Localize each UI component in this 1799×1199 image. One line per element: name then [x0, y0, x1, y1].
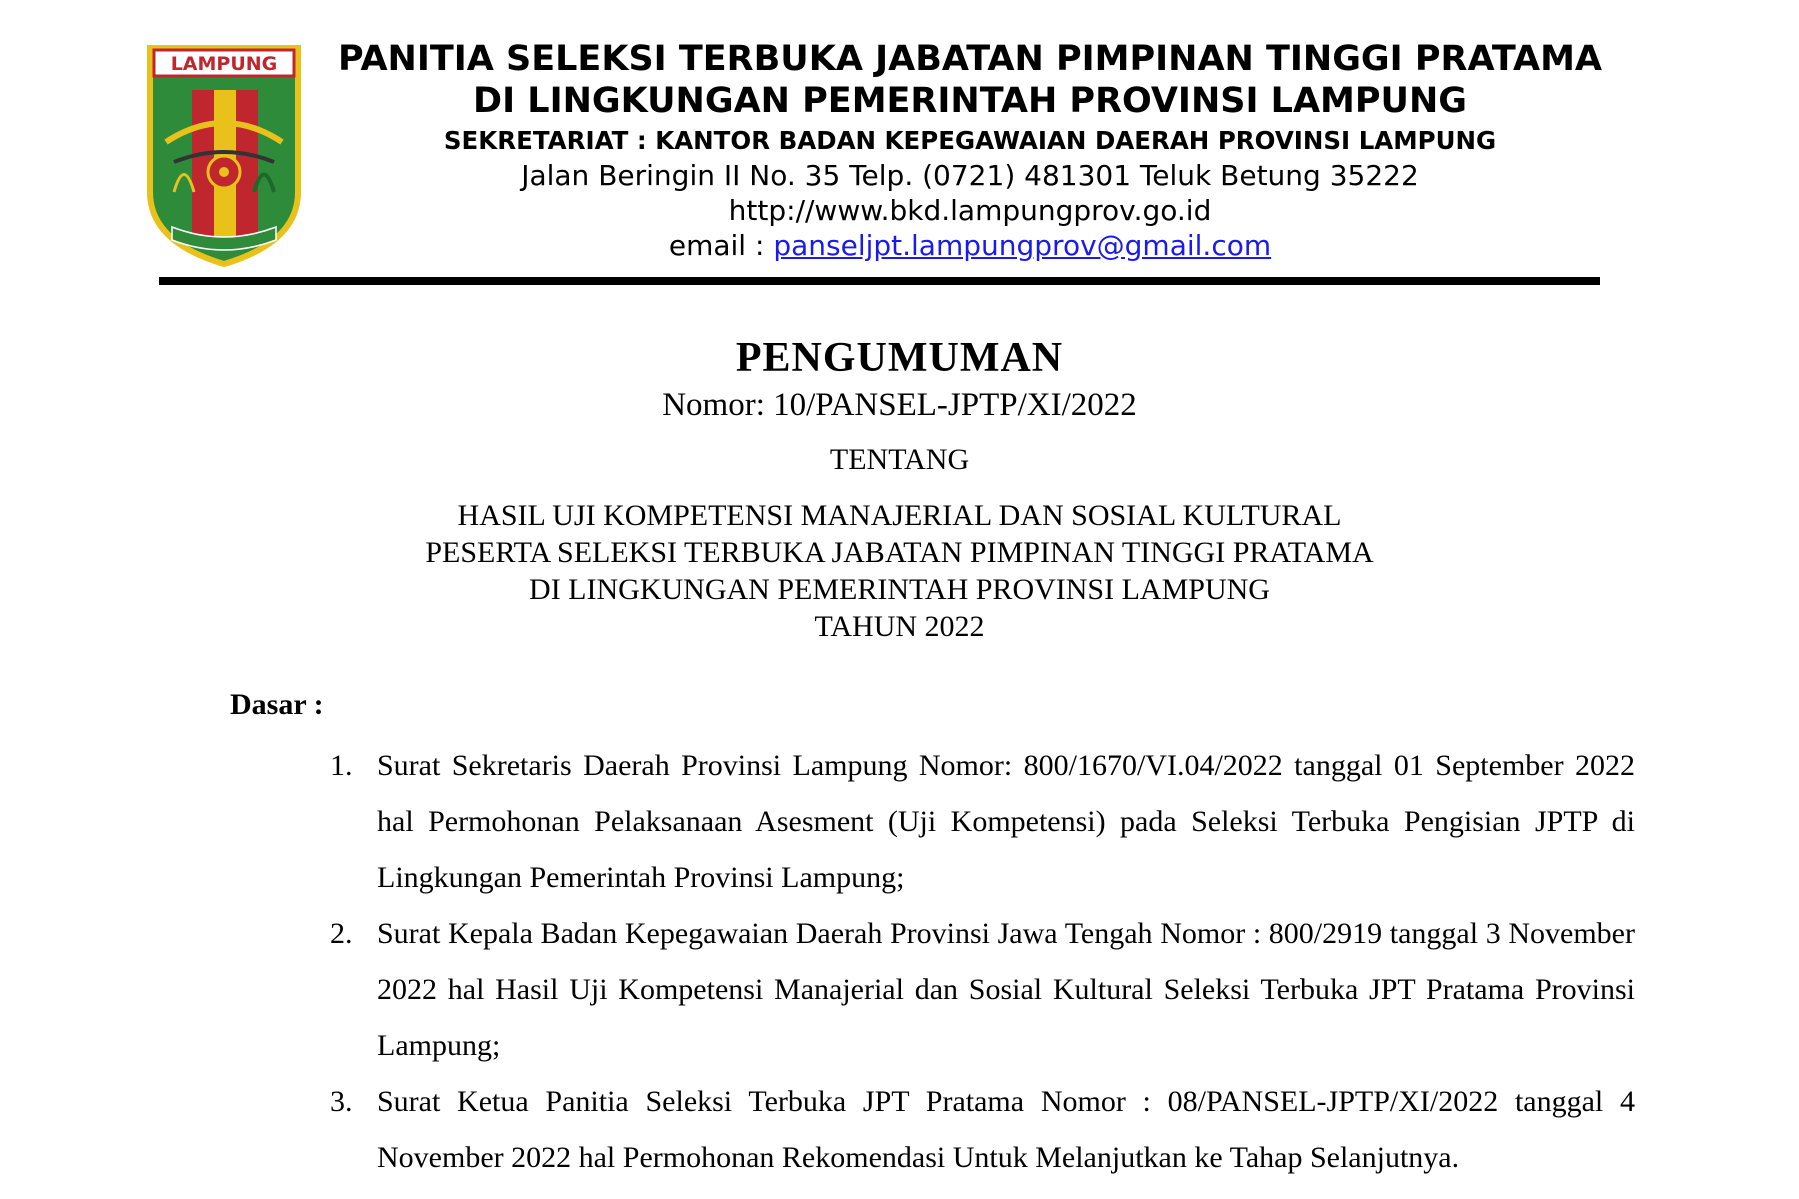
- list-item: [330, 1074, 1635, 1186]
- letterhead-line-1: PANITIA SELEKSI TERBUKA JABATAN PIMPINAN TINGGI PRATAMA: [338, 39, 1602, 79]
- list-item-number: 1.: [330, 749, 353, 782]
- subject-line: DI LINGKUNGAN PEMERINTAH PROVINSI LAMPUNG: [529, 573, 1270, 606]
- basis-heading: Dasar :: [230, 688, 324, 721]
- list-item-text: Surat Ketua Panitia Seleksi Terbuka JPT Pratama Nomor : 08/PANSEL-JPTP/XI/2022 tanggal 4 November 2022 hal Permohonan Rekomendasi Untuk Melanjutkan ke Tahap Selanjutnya.: [377, 1085, 1635, 1174]
- letterhead-website: http://www.bkd.lampungprov.go.id: [728, 194, 1212, 227]
- email-label: email :: [668, 229, 765, 262]
- list-item: [330, 738, 1635, 906]
- announcement-about: TENTANG: [829, 443, 970, 476]
- announcement-number: Nomor: 10/PANSEL-JPTP/XI/2022: [662, 387, 1137, 423]
- letterhead-address: Jalan Beringin II No. 35 Telp. (0721) 481301 Teluk Betung 35222: [521, 159, 1419, 192]
- letterhead-divider: [159, 277, 1600, 285]
- subject-line: TAHUN 2022: [814, 610, 985, 643]
- list-item-number: 2.: [330, 917, 353, 950]
- svg-text:LAMPUNG: LAMPUNG: [170, 53, 278, 75]
- subject-line: PESERTA SELEKSI TERBUKA JABATAN PIMPINAN TINGGI PRATAMA: [425, 536, 1374, 569]
- letterhead-email-row: [300, 228, 1640, 263]
- subject-line: HASIL UJI KOMPETENSI MANAJERIAL DAN SOSIAL KULTURAL: [457, 499, 1342, 532]
- list-item-text: Surat Sekretaris Daerah Provinsi Lampung Nomor: 800/1670/VI.04/2022 tanggal 01 September 2022 hal Permohonan Pelaksanaan Asesment (Uji Kompetensi) pada Seleksi Terbuka Pengisian JPTP di Lingkungan Pemerintah Provinsi Lampung;: [377, 749, 1635, 894]
- letterhead: [300, 38, 1640, 263]
- announcement-title: PENGUMUMAN: [735, 335, 1064, 381]
- letterhead-line-2: DI LINGKUNGAN PEMERINTAH PROVINSI LAMPUNG: [473, 81, 1467, 121]
- basis-list: [330, 738, 1635, 1186]
- lampung-coat-of-arms-logo: [144, 42, 304, 268]
- email-link[interactable]: panseljpt.lampungprov@gmail.com: [773, 229, 1272, 262]
- list-item: [330, 906, 1635, 1074]
- announcement-subject: [0, 497, 1799, 645]
- letterhead-secretariat: SEKRETARIAT : KANTOR BADAN KEPEGAWAIAN DAERAH PROVINSI LAMPUNG: [443, 126, 1497, 155]
- list-item-number: 3.: [330, 1085, 353, 1118]
- list-item-text: Surat Kepala Badan Kepegawaian Daerah Provinsi Jawa Tengah Nomor : 800/2919 tanggal 3 November 2022 hal Hasil Uji Kompetensi Manajerial dan Sosial Kultural Seleksi Terbuka JPT Pratama Provinsi Lampung;: [377, 917, 1635, 1062]
